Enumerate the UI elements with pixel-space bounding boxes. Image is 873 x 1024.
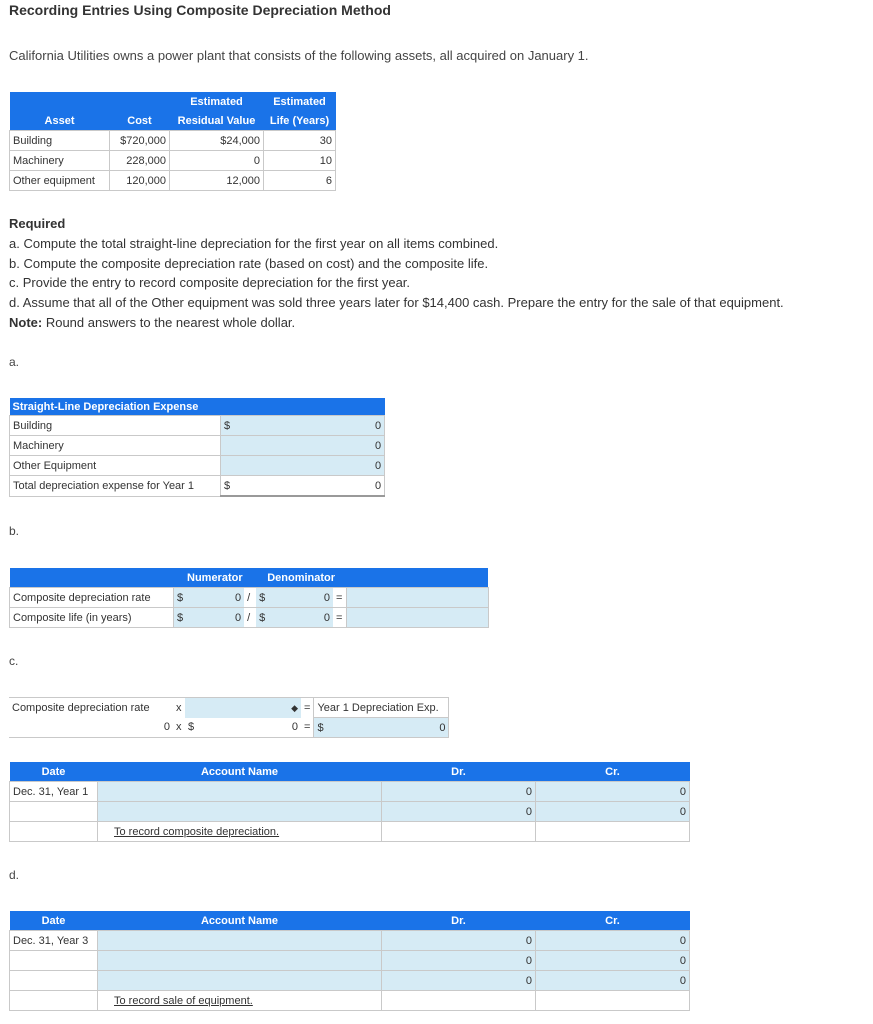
part-c-journal [9,762,690,842]
credit-input[interactable]: 0 [536,971,690,991]
journal-row [10,782,690,802]
times-sign: x [173,698,185,718]
table-row [10,151,336,171]
debit-input[interactable]: 0 [382,931,536,951]
journal-row [10,971,690,991]
part-a-label: a. [9,355,20,369]
rate-value: 0 [9,718,173,738]
part-b-table [9,568,489,628]
rate-numerator-input[interactable]: 0 [186,588,244,608]
part-c-label: c. [9,654,19,668]
required-item-c: c. Provide the entry to record composite depreciation for the first year. [9,275,411,291]
table-row [10,131,336,151]
debit-input[interactable]: 0 [382,782,536,802]
dollar-sign: $ [174,608,187,628]
composite-life-input[interactable] [346,608,488,628]
asset-name: Other equipment [10,171,110,191]
credit-input[interactable]: 0 [536,782,690,802]
debit-input[interactable]: 0 [382,802,536,822]
part-c-calc-table [9,697,449,738]
slash: / [244,588,256,608]
journal-row [10,931,690,951]
equals-sign: = [301,698,314,718]
debit-input[interactable]: 0 [382,971,536,991]
dr-header: Dr. [451,765,466,778]
cost-header: Cost [127,114,152,127]
required-item-d: d. Assume that all of the Other equipment was sold three years later for $14,400 cash. Prepare the entry for the sale of that equipment. [9,295,784,311]
other-equipment-depreciation-input[interactable]: 0 [233,456,385,476]
journal-row [10,951,690,971]
asset-residual: 0 [170,151,264,171]
part-b-row-label: Composite life (in years) [10,608,174,628]
residual-header-bottom: Residual Value [177,114,256,127]
result-label: Year 1 Depreciation Exp. [314,698,449,718]
required-item-b: b. Compute the composite depreciation rate (based on cost) and the composite life. [9,255,489,271]
calc-label: Composite depreciation rate [9,698,173,718]
debit-input[interactable]: 0 [382,951,536,971]
numerator-header: Numerator [187,571,243,584]
life-header-bottom: Life (Years) [269,114,330,127]
credit-input[interactable]: 0 [536,931,690,951]
rate-denominator-input[interactable]: 0 [268,588,333,608]
note-label: Note: [9,314,43,330]
dollar-sign: $ [221,476,234,497]
dollar-sign: $ [221,416,234,436]
times-sign: x [173,718,185,738]
journal-date: Dec. 31, Year 1 [10,782,98,802]
journal-memo: To record sale of equipment. [114,994,253,1007]
year1-depreciation-value: 0 [439,721,446,734]
asset-life: 6 [264,171,336,191]
dollar-sign: $ [256,608,268,628]
intro-text: California Utilities owns a power plant that consists of the following assets, all acquired on January 1. [9,48,589,63]
equals-sign: = [333,588,346,608]
machinery-depreciation-input[interactable]: 0 [233,436,385,456]
asset-cost: $720,000 [110,131,170,151]
dr-header: Dr. [451,914,466,927]
asset-residual: $24,000 [170,131,264,151]
credit-input[interactable]: 0 [536,951,690,971]
select-arrows-icon: ◆ [291,702,298,713]
credit-input[interactable]: 0 [536,802,690,822]
part-a-table [9,398,385,497]
part-a-row-label: Total depreciation expense for Year 1 [10,476,221,497]
account-name-input[interactable] [98,931,382,951]
asset-name: Building [10,131,110,151]
denominator-header: Denominator [267,571,336,584]
rounding-note [9,313,784,333]
equals-sign: = [301,718,314,738]
building-depreciation-input[interactable]: 0 [233,416,385,436]
asset-life: 10 [264,151,336,171]
life-header-top: Estimated [273,95,326,108]
dollar-sign: $ [174,588,187,608]
part-a-row-label: Machinery [10,436,221,456]
account-name-input[interactable] [98,802,382,822]
part-a-header: Straight-Line Depreciation Expense [12,400,199,413]
asset-name: Machinery [10,151,110,171]
slash: / [244,608,256,628]
composite-rate-input[interactable] [346,588,488,608]
journal-memo: To record composite depreciation. [114,825,280,838]
part-b-label: b. [9,524,20,538]
part-b-row-label: Composite depreciation rate [10,588,174,608]
life-numerator-input[interactable]: 0 [186,608,244,628]
residual-header-top: Estimated [190,95,243,108]
cr-header: Cr. [605,765,620,778]
asset-cost: 120,000 [110,171,170,191]
account-header: Account Name [200,765,279,778]
dollar-sign: $ [188,721,195,734]
journal-row [10,802,690,822]
account-select[interactable] [185,698,301,718]
table-row [10,171,336,191]
page-title: Recording Entries Using Composite Depreciation Method [9,2,391,18]
required-item-a: a. Compute the total straight-line depreciation for the first year on all items combined. [9,235,499,251]
life-denominator-input[interactable]: 0 [268,608,333,628]
part-a-row-label: Other Equipment [10,456,221,476]
dollar-sign: $ [317,721,324,734]
asset-life: 30 [264,131,336,151]
total-depreciation-value: 0 [233,476,385,497]
account-name-input[interactable] [98,782,382,802]
journal-date: Dec. 31, Year 3 [10,931,98,951]
asset-table [9,92,336,191]
part-d-journal [9,911,690,1011]
asset-cost: 228,000 [110,151,170,171]
part-a-row-label: Building [10,416,221,436]
asset-header: Asset [44,114,75,127]
cr-header: Cr. [605,914,620,927]
note-text: Round answers to the nearest whole dollar. [42,314,296,330]
part-d-label: d. [9,868,20,882]
asset-residual: 12,000 [170,171,264,191]
date-header: Date [41,765,66,778]
dollar-sign: $ [256,588,268,608]
amount-value: 0 [291,721,298,734]
date-header: Date [41,914,66,927]
equals-sign: = [333,608,346,628]
account-header: Account Name [200,914,279,927]
account-name-input[interactable] [98,951,382,971]
account-name-input[interactable] [98,971,382,991]
required-section [9,214,784,333]
required-heading: Required [9,216,66,231]
